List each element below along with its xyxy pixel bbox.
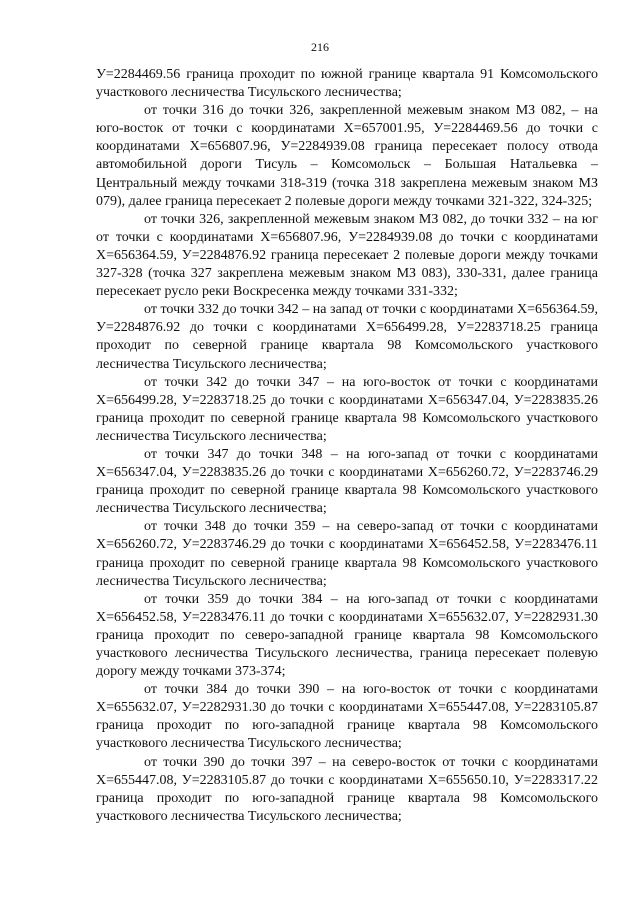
paragraph-continuation: У=2284469.56 граница проходит по южной границе квартала 91 Комсомольского участкового лесничества Тисульского лесничества; <box>96 67 598 101</box>
paragraph: от точки 359 до точки 384 – на юго-запад от точки с координатами Х=656452.58, У=2283476.11 до точки с координатами Х=655632.07, У=2282931.30 граница проходит по северо-западной границе квартала 98 Комсомольского участкового лесничества Тисульского лесничества, граница пересекает полевую дорогу между точками 373-374; <box>96 591 598 680</box>
paragraph: от точки 316 до точки 326, закрепленной межевым знаком МЗ 082, – на юго-восток от точки с координатами Х=657001.95, У=2284469.56 до точки с координатами Х=656807.96, У=2284939.08 граница пересекает полосу отвода автомобильной дороги Тисуль – Комсомольск – Большая Натальевка – Центральный между точками 318-319 (точка 318 закреплена межевым знаком МЗ 079), далее граница пересекает 2 полевые дороги между точками 321-322, 324-325; <box>96 103 598 209</box>
paragraph: от точки 332 до точки 342 – на запад от точки с координатами Х=656364.59, У=2284876.92 до точки с координатами Х=656499.28, У=2283718.25 граница проходит по северной границе квартала 98 Комсомольского участкового лесничества Тисульского лесничества; <box>96 302 598 372</box>
paragraph: от точки 342 до точки 347 – на юго-восток от точки с координатами Х=656499.28, У=2283718.25 до точки с координатами Х=656347.04, У=2283835.26 граница проходит по северной границе квартала 98 Комсомольского участкового лесничества Тисульского лесничества; <box>96 374 598 444</box>
page-number: 216 <box>311 40 329 54</box>
paragraph: от точки 348 до точки 359 – на северо-запад от точки с координатами Х=656260.72, У=2283746.29 до точки с координатами Х=656452.58, У=2283476.11 граница проходит по северной границе квартала 98 Комсомольского участкового лесничества Тисульского лесничества; <box>96 519 598 589</box>
paragraph: от точки 347 до точки 348 – на юго-запад от точки с координатами Х=656347.04, У=2283835.26 до точки с координатами Х=656260.72, У=2283746.29 граница проходит по северной границе квартала 98 Комсомольского участкового лесничества Тисульского лесничества; <box>96 446 598 517</box>
paragraph: от точки 384 до точки 390 – на юго-восток от точки с координатами Х=655632.07, У=2282931.30 до точки с координатами Х=655447.08, У=2283105.87 граница проходит по юго-западной границе квартала 98 Комсомольского участкового лесничества Тисульского лесничества; <box>96 682 598 752</box>
paragraph: от точки 326, закрепленной межевым знаком МЗ 082, до точки 332 – на юг от точки с координатами Х=656807.96, У=2284939.08 до точки с координатами Х=656364.59, У=2284876.92 граница пересекает 2 полевые дороги между точками 327-328 (точка 327 закреплена межевым знаком МЗ 083), 330-331, далее граница пересекает русло реки Воскресенка между точками 331-332; <box>96 211 598 300</box>
paragraph: от точки 390 до точки 397 – на северо-восток от точки с координатами Х=655447.08, У=2283105.87 до точки с координатами Х=655650.10, У=2283317.22 граница проходит по юго-западной границе квартала 98 Комсомольского участкового лесничества Тисульского лесничества; <box>96 754 598 824</box>
document-body <box>96 66 598 826</box>
